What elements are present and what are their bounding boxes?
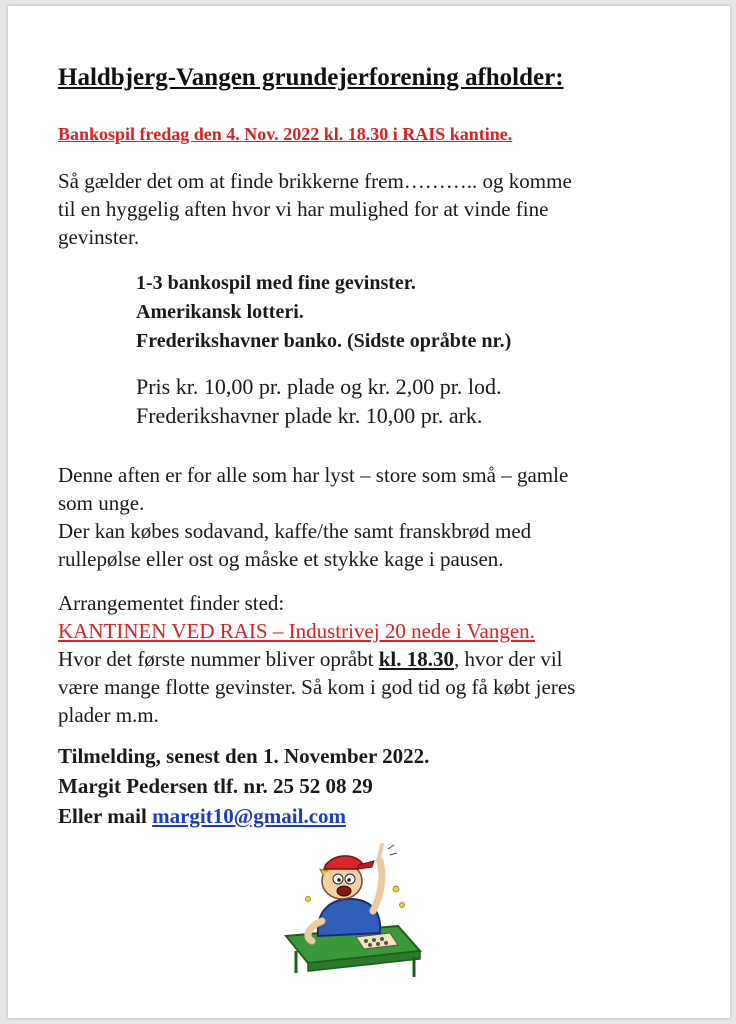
info-line-2: som unge. <box>58 491 145 515</box>
venue-paragraph <box>58 589 575 729</box>
intro-line-1: Så gælder det om at finde brikkerne frem……….. og komme <box>58 169 572 193</box>
page-title: Haldbjerg-Vangen grundejerforening afholder: <box>58 64 564 91</box>
signup-mail-pre: Eller mail <box>58 804 153 828</box>
venue-intro: Arrangementet finder sted: <box>58 591 285 615</box>
price-item: Frederikshavner plade kr. 10,00 pr. ark. <box>136 403 483 428</box>
info-paragraph <box>58 461 568 573</box>
venue-line-4: være mange flotte gevinster. Så kom i god tid og få købt jeres <box>58 675 576 699</box>
intro-line-2: til en hyggelig aften hvor vi har mulighed for at vinde fine <box>58 197 549 221</box>
venue-line-5: plader m.m. <box>58 703 159 727</box>
document-page <box>8 6 730 1018</box>
start-time: kl. 18.30 <box>378 647 455 671</box>
intro-line-3: gevinster. <box>58 225 140 249</box>
program-list <box>136 269 511 356</box>
signup-mail-line <box>58 801 429 831</box>
venue-time-line <box>58 645 575 673</box>
venue-location: KANTINEN VED RAIS – Industrivej 20 nede i Vangen. <box>58 619 535 643</box>
signup-contact: Margit Pedersen tlf. nr. 25 52 08 29 <box>58 774 373 798</box>
program-item: 1-3 bankospil med fine gevinster. <box>136 272 416 294</box>
intro-paragraph <box>58 167 572 251</box>
event-subtitle: Bankospil fredag den 4. Nov. 2022 kl. 18.30 i RAIS kantine. <box>58 124 513 144</box>
info-line-3: Der kan købes sodavand, kaffe/the samt franskbrød med <box>58 519 532 543</box>
signup-block <box>58 741 429 831</box>
info-line-4: rullepølse eller ost og måske et stykke kage i pausen. <box>58 547 504 571</box>
email-link[interactable]: margit10@gmail.com <box>152 804 347 828</box>
bingo-player-cartoon-icon <box>278 841 428 981</box>
info-line-1: Denne aften er for alle som har lyst – store som små – gamle <box>58 463 569 487</box>
venue-time-post: , hvor der vil <box>454 647 563 671</box>
price-item: Pris kr. 10,00 pr. plade og kr. 2,00 pr. lod. <box>136 374 502 399</box>
signup-deadline: Tilmelding, senest den 1. November 2022. <box>58 744 430 768</box>
price-list <box>136 372 501 430</box>
program-item: Frederikshavner banko. (Sidste opråbte nr.) <box>136 330 512 352</box>
program-item: Amerikansk lotteri. <box>136 301 304 323</box>
venue-time-pre: Hvor det første nummer bliver opråbt <box>58 647 379 671</box>
